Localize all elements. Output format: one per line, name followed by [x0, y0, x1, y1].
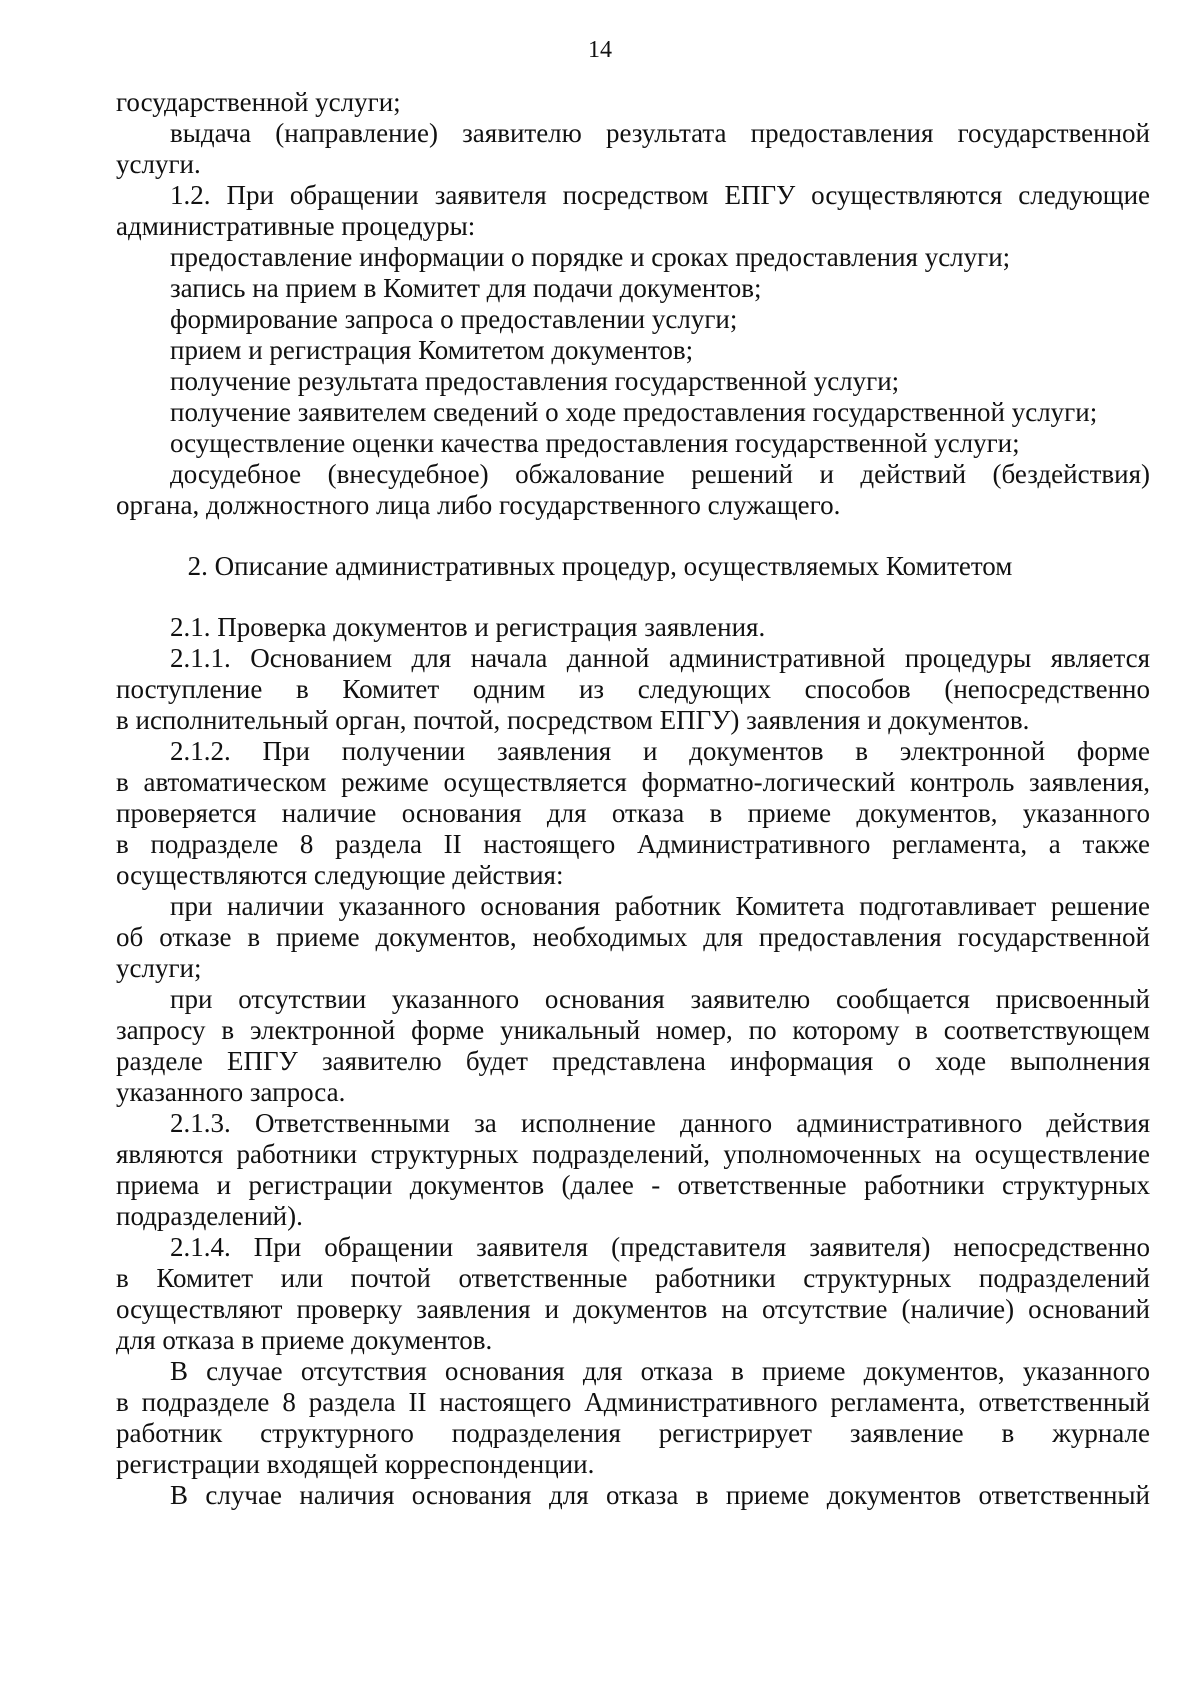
text-line: 2.1. Проверка документов и регистрация заявления.: [170, 612, 766, 642]
text-line: в Комитет или почтой ответственные работники структурных подразделений: [116, 1263, 1150, 1293]
text-line: в автоматическом режиме осуществляется форматно-логический контроль заявления,: [116, 767, 1150, 797]
text-line: получение результата предоставления государственной услуги;: [170, 366, 900, 396]
page-number: 14: [588, 37, 612, 63]
text-line: административные процедуры:: [116, 211, 476, 241]
text-line: в исполнительный орган, почтой, посредством ЕПГУ) заявления и документов.: [116, 705, 1030, 735]
text-line: в подразделе 8 раздела II настоящего Административного регламента, а также: [116, 829, 1150, 859]
text-line: органа, должностного лица либо государственного служащего.: [116, 490, 841, 520]
text-line: являются работники структурных подразделений, уполномоченных на осуществление: [116, 1139, 1150, 1169]
text-line: подразделений).: [116, 1201, 303, 1231]
text-line: при наличии указанного основания работник Комитета подготавливает решение: [170, 891, 1150, 921]
text-line: 2.1.4. При обращении заявителя (представителя заявителя) непосредственно: [170, 1232, 1150, 1262]
text-line: досудебное (внесудебное) обжалование решений и действий (бездействия): [170, 459, 1150, 489]
text-line: 2.1.2. При получении заявления и документов в электронной форме: [170, 736, 1150, 766]
text-line: формирование запроса о предоставлении услуги;: [170, 304, 738, 334]
text-line: В случае наличия основания для отказа в приеме документов ответственный: [170, 1480, 1150, 1510]
text-line: при отсутствии указанного основания заявителю сообщается присвоенный: [170, 984, 1150, 1014]
text-line: указанного запроса.: [116, 1077, 346, 1107]
text-line: приема и регистрации документов (далее - ответственные работники структурных: [116, 1170, 1150, 1200]
text-line: запись на прием в Комитет для подачи документов;: [170, 273, 762, 303]
text-line: прием и регистрация Комитетом документов;: [170, 335, 694, 365]
text-line: запросу в электронной форме уникальный номер, по которому в соответствующем: [116, 1015, 1150, 1045]
text-line: разделе ЕПГУ заявителю будет представлена информация о ходе выполнения: [116, 1046, 1150, 1076]
text-line: получение заявителем сведений о ходе предоставления государственной услуги;: [170, 397, 1098, 427]
text-line: проверяется наличие основания для отказа в приеме документов, указанного: [116, 798, 1150, 828]
text-line: выдача (направление) заявителю результата предоставления государственной: [170, 118, 1150, 148]
text-line: регистрации входящей корреспонденции.: [116, 1449, 595, 1479]
section-heading: 2. Описание административных процедур, осуществляемых Комитетом: [187, 551, 1013, 581]
text-line: в подразделе 8 раздела II настоящего Административного регламента, ответственный: [116, 1387, 1150, 1417]
text-line: работник структурного подразделения регистрирует заявление в журнале: [116, 1418, 1150, 1448]
text-line: 1.2. При обращении заявителя посредством ЕПГУ осуществляются следующие: [170, 180, 1150, 210]
text-line: поступление в Комитет одним из следующих способов (непосредственно: [116, 674, 1150, 704]
text-line: услуги.: [116, 149, 201, 179]
text-line: государственной услуги;: [116, 87, 401, 117]
text-line: об отказе в приеме документов, необходимых для предоставления государственной: [116, 922, 1150, 952]
text-line: 2.1.3. Ответственными за исполнение данного административного действия: [170, 1108, 1150, 1138]
text-line: осуществляются следующие действия:: [116, 860, 564, 890]
text-line: 2.1.1. Основанием для начала данной административной процедуры является: [170, 643, 1150, 673]
text-line: осуществляют проверку заявления и документов на отсутствие (наличие) оснований: [116, 1294, 1150, 1324]
text-line: предоставление информации о порядке и сроках предоставления услуги;: [170, 242, 1011, 272]
text-line: осуществление оценки качества предоставления государственной услуги;: [170, 428, 1020, 458]
text-line: услуги;: [116, 953, 202, 983]
text-line: для отказа в приеме документов.: [116, 1325, 493, 1355]
text-line: В случае отсутствия основания для отказа в приеме документов, указанного: [170, 1356, 1150, 1386]
